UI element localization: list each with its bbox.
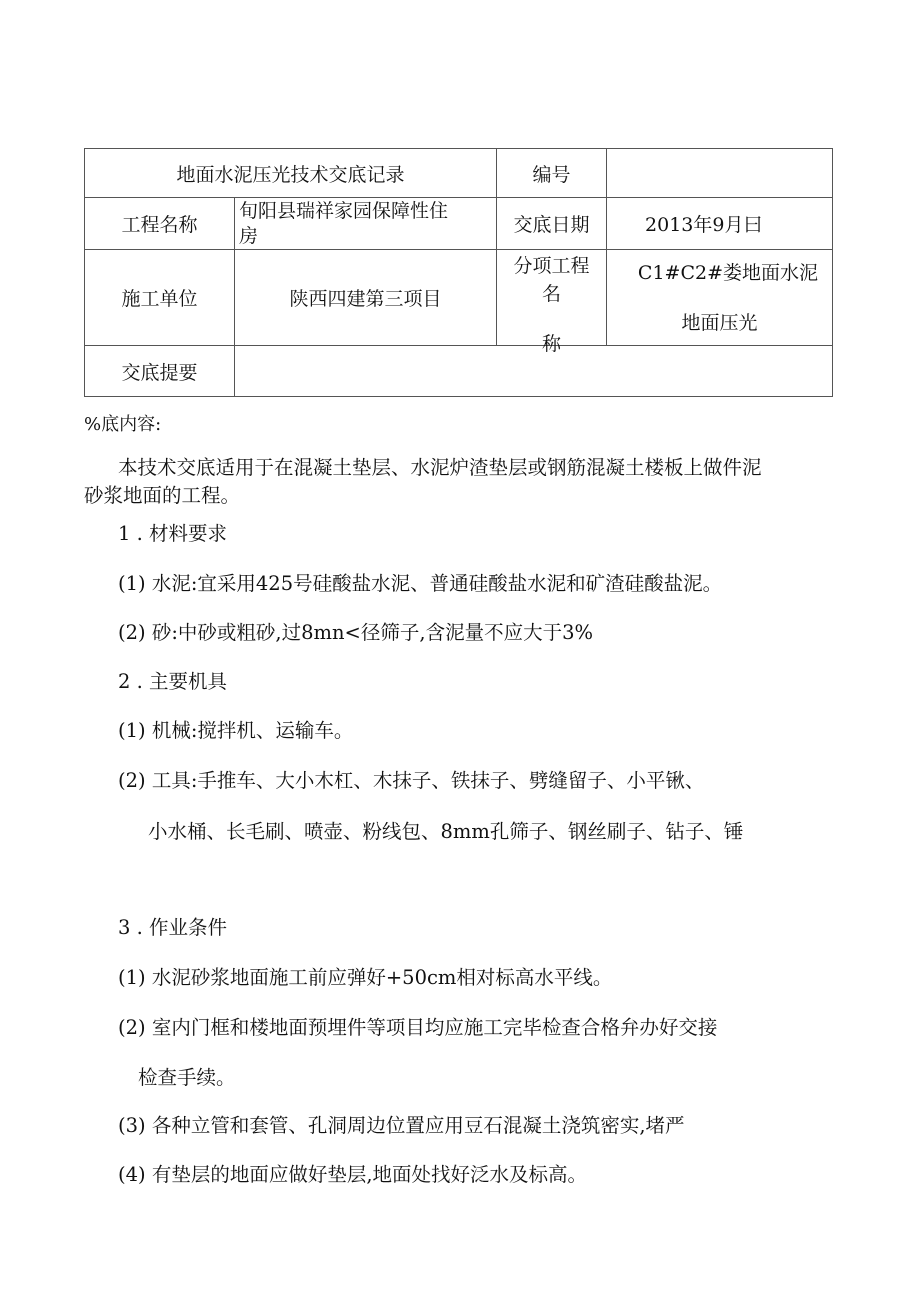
project-name-line2: 房: [239, 225, 259, 247]
sub-project-label-line3: 称: [542, 333, 562, 355]
section3-title: 3 . 作业条件: [118, 916, 228, 939]
sub-project-value: [607, 250, 833, 346]
project-name-label: 工程名称: [85, 198, 235, 250]
content-heading: %底内容:: [84, 414, 162, 435]
document-title: 地面水泥压光技术交底记录: [85, 149, 497, 198]
section3-item3: (3) 各种立管和套管、孔洞周边位置应用豆石混凝土浇筑密实,堵严: [118, 1114, 685, 1137]
section3-item2-line1: (2) 室内门框和楼地面预埋件等项目均应施工完毕检查合格弁办好交接: [118, 1016, 718, 1039]
date-label: 交底日期: [497, 198, 607, 250]
intro-line1: 本技术交底适用于在混凝土垫层、水泥炉渣垫层或钢筋混凝土楼板上做件泥: [118, 456, 762, 479]
section3-item1: (1) 水泥砂浆地面施工前应弹好+50cm相对标高水平线。: [118, 966, 613, 989]
number-value: [607, 149, 833, 198]
sub-project-label: [497, 250, 607, 355]
section2-title: 2 . 主要机具: [118, 670, 228, 693]
section1-item2: (2) 砂:中砂或粗砂,过8mn<径筛子,含泥量不应大于3%: [118, 621, 594, 644]
number-label: 编号: [497, 149, 607, 198]
header-table: [84, 148, 833, 397]
sub-project-label-line1: 分项工程: [513, 255, 590, 277]
section1-title: 1 . 材料要求: [118, 522, 228, 545]
summary-label: 交底提要: [85, 346, 235, 397]
sub-project-value-line2: 地面压光: [681, 312, 758, 334]
unit-label: 施工单位: [85, 250, 235, 346]
date-value-text: 2013年9月曰: [645, 214, 763, 236]
table-row: [85, 346, 833, 397]
project-name-value: [235, 198, 497, 250]
sub-project-label-line2: 名: [542, 283, 562, 305]
section3-item2-line2: 检查手续。: [138, 1066, 236, 1089]
sub-project-label-stack: [497, 250, 606, 355]
project-name-line1: 旬阳县瑞祥家园保障性住: [239, 200, 449, 222]
table-row: [85, 198, 833, 250]
date-value: [607, 198, 833, 250]
section2-item1: (1) 机械:搅拌机、运输车。: [118, 719, 354, 742]
section3-item4: (4) 有垫层的地面应做好垫层,地面处找好泛水及标高。: [118, 1163, 588, 1186]
section1-item1: (1) 水泥:宜采用425号硅酸盐水泥、普通硅酸盐水泥和矿渣硅酸盐泥。: [118, 572, 723, 595]
unit-value: 陕西四建第三项目: [235, 250, 497, 346]
table-row: [85, 149, 833, 198]
sub-project-value-line1: C1#C2#娄地面水泥: [637, 262, 819, 284]
intro-line2: 砂浆地面的工程。: [84, 484, 241, 507]
section2-item2-line1: (2) 工具:手推车、大小木杠、木抹子、铁抹子、劈缝留子、小平锹、: [118, 769, 705, 792]
section2-item2-line2: 小水桶、长毛刷、喷壶、粉线包、8mm孔筛子、钢丝刷子、钻子、锤: [148, 820, 744, 843]
table-row: [85, 250, 833, 346]
